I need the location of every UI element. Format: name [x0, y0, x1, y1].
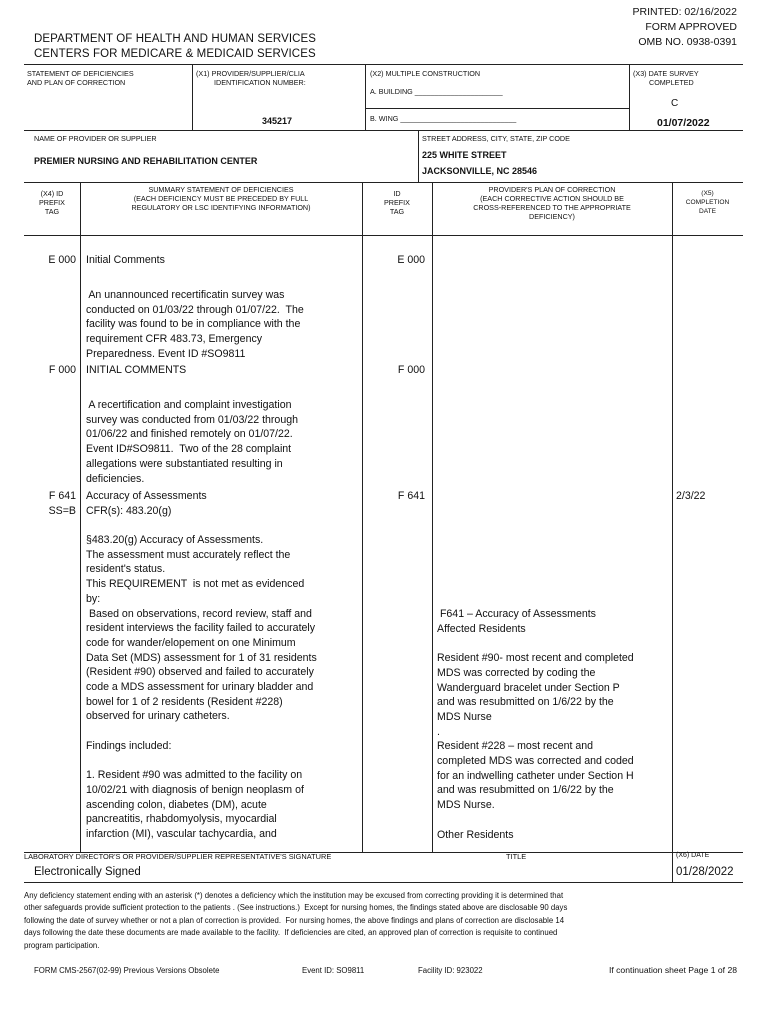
e000-title: Initial Comments	[86, 254, 165, 266]
signature-label: LABORATORY DIRECTOR'S OR PROVIDER/SUPPLIER REPRESENTATIVE'S SIGNATURE	[24, 852, 332, 861]
x3-label: (X3) DATE SURVEY	[633, 69, 699, 78]
department-name: DEPARTMENT OF HEALTH AND HUMAN SERVICES	[34, 33, 317, 45]
page-number: If continuation sheet Page 1 of 28	[608, 965, 737, 975]
provider-id: 345217	[262, 116, 293, 126]
form-approved: FORM APPROVED	[645, 21, 737, 33]
address-city: JACKSONVILLE, NC 28546	[422, 166, 538, 176]
f000-title: INITIAL COMMENTS	[86, 364, 187, 376]
x1-label: (X1) PROVIDER/SUPPLIER/CLIA	[196, 69, 305, 78]
survey-completed-date: 01/07/2022	[657, 117, 710, 129]
title-label: TITLE	[506, 852, 527, 861]
provider-name-label: NAME OF PROVIDER OR SUPPLIER	[34, 134, 157, 143]
plan-of-correction-text: F641 – Accuracy of Assessments Affected Residents Resident #90- most recent and completed MDS was corrected by coding the Wanderguard bracelet under Section P and was resubmitted on 1/6/22 by the MDS Nurse . Resident #228 – most recent and completed MDS was corrected and coded for an indwelling catheter under Section H and was resubmitted on 1/6/22 by the MDS Nurse. Other Residents	[437, 608, 634, 841]
x3-label-2: COMPLETED	[649, 78, 694, 87]
printed-date: PRINTED: 02/16/2022	[632, 6, 737, 18]
agency-name: CENTERS FOR MEDICARE & MEDICAID SERVICES	[34, 48, 316, 60]
e000-text: An unannounced recertificatin survey was conducted on 01/03/22 through 01/07/22. The facility was found to be in compliance with the requirement CFR 483.73, Emergency Preparedness. Event ID #SO9811	[86, 289, 304, 360]
x1-label-2: IDENTIFICATION NUMBER:	[214, 78, 306, 87]
survey-type-code: C	[671, 98, 679, 109]
x2-wing: B. WING _____________________________	[370, 114, 517, 123]
f641-scope: SS=B	[48, 505, 76, 517]
form-number: FORM CMS-2567(02-99) Previous Versions Obsolete	[34, 966, 220, 975]
f000-tag: F 000	[48, 364, 76, 376]
e000-tag: E 000	[48, 254, 76, 266]
f641-title: Accuracy of Assessments	[86, 490, 207, 502]
provider-name: PREMIER NURSING AND REHABILITATION CENTER	[34, 156, 258, 166]
x4-label: (X4) ID PREFIX TAG	[39, 189, 65, 216]
e000-tag-right: E 000	[397, 254, 425, 266]
f641-tag: F 641	[48, 490, 76, 502]
signature-date-label: (X6) DATE	[676, 852, 710, 859]
omb-number: OMB NO. 0938-0391	[638, 36, 737, 48]
address-label: STREET ADDRESS, CITY, STATE, ZIP CODE	[422, 134, 570, 143]
f000-text: A recertification and complaint investigation survey was conducted from 01/03/22 through 01/06/22 and finished remotely on 01/07/22. Event ID#SO9811. Two of the 28 complaint allegations were substantiated resulting in deficiencies.	[86, 399, 298, 485]
statement-label-2: AND PLAN OF CORRECTION	[27, 78, 126, 87]
disclaimer-text: Any deficiency statement ending with an asterisk (*) denotes a deficiency which the institution may be excused from correcting providing it is determined that other safeguards provide sufficient protection to the patients . (See instructions.) Except for nursing homes, the findings stated above are disclosable 90 days following the date of survey whether or not a plan of correction is provided. For nursing homes, the above findings and plans of correction are disclosable 14 days following the date these documents are made available to the facility. If deficiencies are cited, an approved plan of correction is requisite to continued program participation.	[24, 891, 568, 950]
f641-text: §483.20(g) Accuracy of Assessments. The assessment must accurately reflect the resident's status. This REQUIREMENT is not met as evidenced by: Based on observations, record review, staff and resident interviews the facility failed to accurately code for wander/elopement on one Minimum Data Set (MDS) assessment for 1 of 31 residents (Resident #90) observed and failed to accurately code a MDS assessment for urinary bladder and bowel for 1 of 2 residents (Resident #228) observed for urinary catheters. Findings included: 1. Resident #90 was admitted to the facility on 10/02/21 with diagnosis of benign neoplasm of ascending colon, diabetes (DM), acute pancreatitis, rhabdomyolysis, myocardial infarction (MI), vascular tachycardia, and	[86, 534, 317, 841]
signature-value: Electronically Signed	[34, 866, 141, 878]
f641-cfr: CFR(s): 483.20(g)	[86, 505, 172, 517]
summary-header: SUMMARY STATEMENT OF DEFICIENCIES (EACH DEFICIENCY MUST BE PRECEDED BY FULL REGULATORY OR LSC IDENTIFYING INFORMATION)	[131, 185, 311, 212]
f641-completion-date: 2/3/22	[676, 490, 706, 502]
statement-label-1: STATEMENT OF DEFICIENCIES	[27, 69, 134, 78]
address-street: 225 WHITE STREET	[422, 150, 507, 160]
id-header: ID PREFIX TAG	[384, 189, 410, 216]
f000-tag-right: F 000	[397, 364, 425, 376]
x5-header: (X5) COMPLETION DATE	[685, 190, 730, 215]
signature-date: 01/28/2022	[676, 866, 734, 878]
f641-tag-right: F 641	[397, 490, 425, 502]
x2-label: (X2) MULTIPLE CONSTRUCTION	[370, 69, 481, 78]
x2-building: A. BUILDING ______________________	[370, 87, 503, 96]
event-id: Event ID: SO9811	[302, 966, 365, 975]
plan-header: PROVIDER'S PLAN OF CORRECTION (EACH CORRECTIVE ACTION SHOULD BE CROSS-REFERENCED TO THE APPROPRIATE DEFICIENCY)	[473, 185, 631, 221]
facility-id: Facility ID: 923022	[418, 966, 483, 975]
